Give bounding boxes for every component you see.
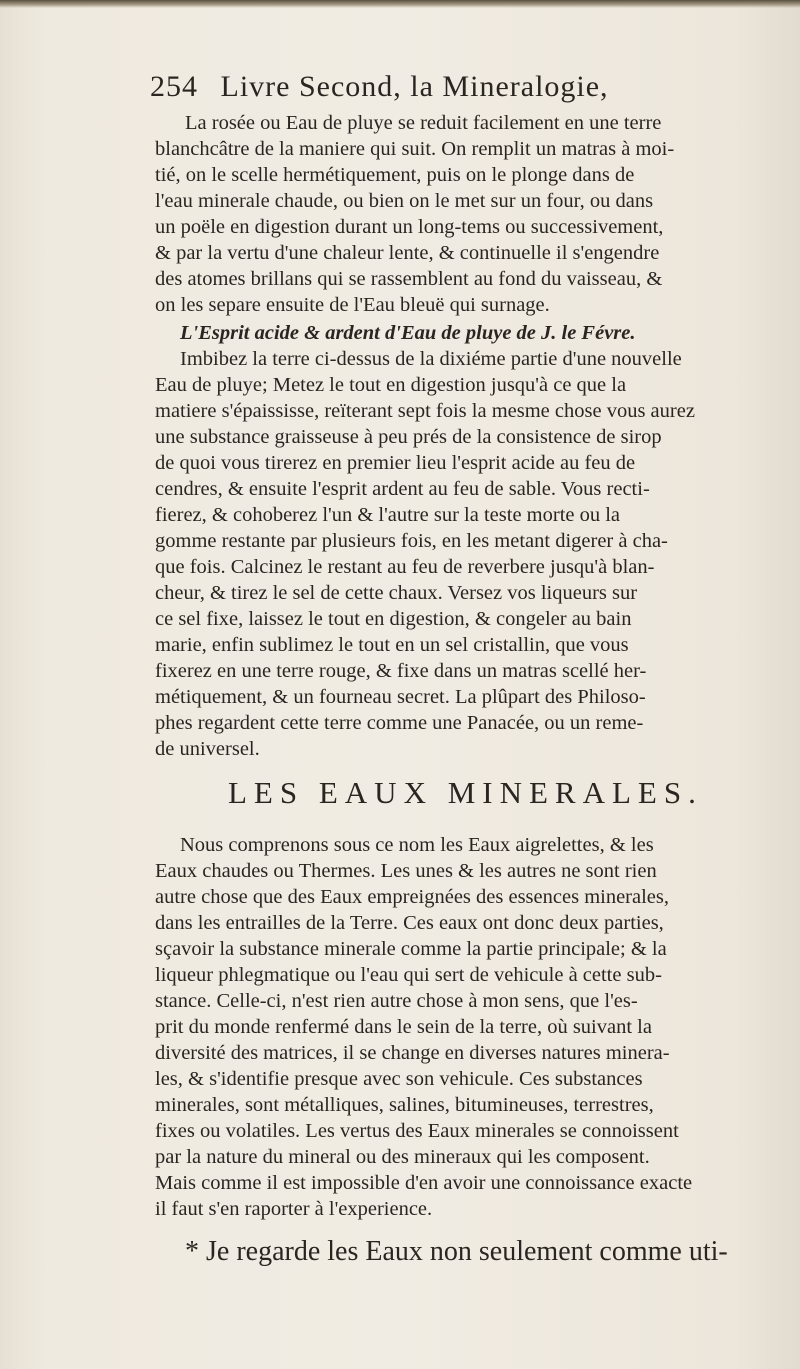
text-line: Imbibez la terre ci-dessus de la dixiéme partie d'une nouvelle — [180, 348, 682, 370]
running-header — [150, 70, 750, 110]
text-line: une substance graisseuse à peu prés de la consistence de sirop — [155, 426, 662, 448]
text-line: fixerez en une terre rouge, & fixe dans un matras scellé her- — [155, 660, 647, 682]
text-line: diversité des matrices, il se change en diverses natures minera- — [155, 1042, 670, 1064]
text-line: autre chose que des Eaux empreignées des essences minerales, — [155, 886, 670, 908]
text-line: stance. Celle-ci, n'est rien autre chose à mon sens, que l'es- — [155, 990, 638, 1012]
text-line: gomme restante par plusieurs fois, en les metant digerer à cha- — [155, 530, 668, 552]
text-line: & par la vertu d'une chaleur lente, & continuelle il s'engendre — [155, 242, 660, 264]
text-line: il faut s'en raporter à l'experience. — [155, 1198, 433, 1220]
subtitle-esprit-acide: L'Esprit acide & ardent d'Eau de pluye de J. le Févre. — [180, 322, 636, 344]
text-line: liqueur phlegmatique ou l'eau qui sert de vehicule à cette sub- — [155, 964, 662, 986]
text-line: de quoi vous tirerez en premier lieu l'esprit acide au feu de — [155, 452, 636, 474]
text-line: Nous comprenons sous ce nom les Eaux aigrelettes, & les — [180, 834, 654, 856]
text-line: blanchcâtre de la maniere qui suit. On remplit un matras à moi- — [155, 138, 675, 160]
text-line: Eaux chaudes ou Thermes. Les unes & les autres ne sont rien — [155, 860, 657, 882]
text-line: Mais comme il est impossible d'en avoir une connoissance exacte — [155, 1172, 693, 1194]
section-heading: LES EAUX MINERALES. — [228, 775, 703, 810]
running-title: Livre Second, la Mineralogie, — [220, 70, 609, 103]
text-line: dans les entrailles de la Terre. Ces eaux ont donc deux parties, — [155, 912, 664, 934]
text-line: on les separe ensuite de l'Eau bleuë qui surnage. — [155, 294, 550, 316]
page-number: 254 — [150, 70, 198, 103]
text-line: cheur, & tirez le sel de cette chaux. Versez vos liqueurs sur — [155, 582, 638, 604]
page-edge-shadow — [0, 0, 800, 8]
text-line: phes regardent cette terre comme une Panacée, ou un reme- — [155, 712, 644, 734]
text-line: un poële en digestion durant un long-tems ou successivement, — [155, 216, 664, 238]
text-line: Eau de pluye; Metez le tout en digestion jusqu'à ce que la — [155, 374, 627, 396]
text-line: fierez, & cohoberez l'un & l'autre sur la teste morte ou la — [155, 504, 621, 526]
footnote-catch-line: * Je regarde les Eaux non seulement comme uti- — [185, 1236, 728, 1267]
text-line: par la nature du mineral ou des mineraux qui les composent. — [155, 1146, 650, 1168]
text-line: cendres, & ensuite l'esprit ardent au feu de sable. Vous recti- — [155, 478, 650, 500]
text-line: prit du monde renfermé dans le sein de la terre, où suivant la — [155, 1016, 652, 1038]
text-line: métiquement, & un fourneau secret. La plûpart des Philoso- — [155, 686, 646, 708]
text-line: sçavoir la substance minerale comme la partie principale; & la — [155, 938, 667, 960]
text-line: ce sel fixe, laissez le tout en digestion, & congeler au bain — [155, 608, 632, 630]
text-line: l'eau minerale chaude, ou bien on le met sur un four, ou dans — [155, 190, 654, 212]
text-line: La rosée ou Eau de pluye se reduit facilement en une terre — [185, 112, 662, 134]
text-line: des atomes brillans qui se rassemblent au fond du vaisseau, & — [155, 268, 663, 290]
text-line: matiere s'épaississe, reïterant sept fois la mesme chose vous aurez — [155, 400, 695, 422]
text-line: que fois. Calcinez le restant au feu de reverbere jusqu'à blan- — [155, 556, 655, 578]
text-line: marie, enfin sublimez le tout en un sel cristallin, que vous — [155, 634, 629, 656]
text-line: les, & s'identifie presque avec son vehicule. Ces substances — [155, 1068, 643, 1090]
text-line: minerales, sont métalliques, salines, bitumineuses, terrestres, — [155, 1094, 654, 1116]
text-line: de universel. — [155, 738, 260, 760]
text-line: tié, on le scelle hermétiquement, puis on le plonge dans de — [155, 164, 635, 186]
text-line: fixes ou volatiles. Les vertus des Eaux minerales se connoissent — [155, 1120, 679, 1142]
